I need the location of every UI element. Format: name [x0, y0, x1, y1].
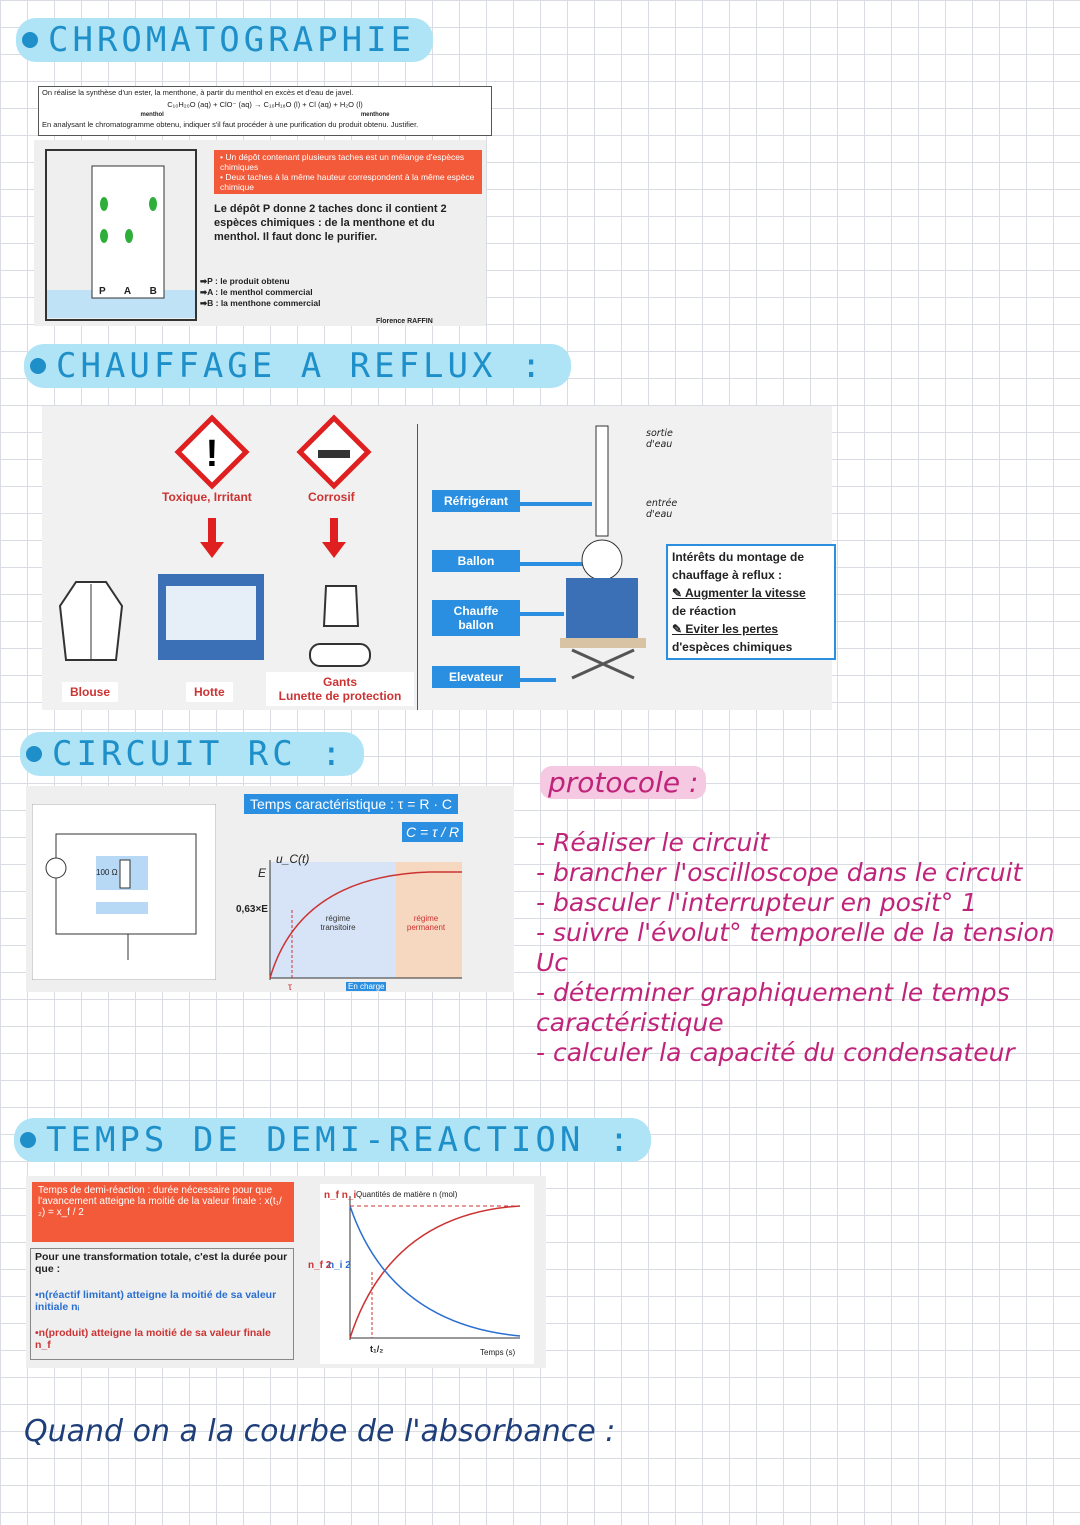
ballon-label: Ballon [432, 550, 520, 572]
refrigerant-label: Réfrigérant [432, 490, 520, 512]
hazard2-label: Corrosif [308, 490, 355, 504]
svg-text:!: ! [205, 433, 219, 475]
sixty-percent-label: 0,63×E [236, 904, 268, 915]
resistor-label: 100 Ω [96, 868, 118, 877]
reflux-apparatus [520, 422, 670, 688]
fume-hood-icon [156, 570, 268, 666]
interets-box: Intérêts du montage de chauffage à reflux : ✎ Augmenter la vitesse de réaction ✎ Eviter les pertes d'espèces chimiques [666, 544, 836, 660]
hazard1-label: Toxique, Irritant [162, 490, 252, 504]
permanent-label: régime permanent [406, 914, 446, 932]
entree-label: entrée d'eau [646, 498, 678, 520]
demi-conditions: Pour une transformation totale, c'est la durée pour que : •n(réactif limitant) atteigne la moitié de sa valeur initiale nᵢ •n(produit) atteigne la moitié de sa valeur finale n_f [30, 1248, 294, 1360]
heading-circuit-rc: CIRCUIT RC : [20, 732, 364, 776]
heading-demi-reaction: TEMPS DE DEMI-REACTION : [14, 1118, 651, 1162]
en-charge-label: En charge [348, 982, 385, 991]
hazard-corrosive-icon [294, 414, 374, 558]
gloves-goggles-icon [306, 576, 376, 672]
credit: Florence RAFFIN [376, 318, 433, 325]
hazard-toxic-icon [172, 414, 252, 558]
reflux-panel [42, 406, 832, 710]
elevateur-label: Elevateur [432, 666, 520, 688]
demi-graph [320, 1184, 534, 1364]
ni2-label: n_i 2 [328, 1260, 351, 1271]
lab-coat-icon [56, 576, 126, 666]
nf-ni-label: n_f n_i [324, 1190, 357, 1201]
protocole-steps: - Réaliser le circuit - brancher l'oscilloscope dans le circuit - basculer l'interrupteur en posit° 1 - suivre l'évolut° temporelle de la tension Uc - déterminer graphiquement le temps caractéristique - calculer la capacité du condensateur [536, 828, 1055, 1067]
heading-chromatographie: CHROMATOGRAPHIE [16, 18, 433, 62]
blouse-label: Blouse [62, 682, 118, 702]
tau-label: τ [288, 982, 292, 993]
chromato-rules-box: • Un dépôt contenant plusieurs taches est un mélange d'espèces chimiques • Deux taches à la même hauteur correspondent à la même espèce chimique [214, 150, 482, 194]
heading-chauffage: CHAUFFAGE A REFLUX : [24, 344, 571, 388]
nf2-label: n_f 2 [308, 1260, 332, 1271]
chromato-legend: ➡P : le produit obtenu ➡A : le menthol commercial ➡B : la menthone commercial [200, 276, 321, 308]
demi-graph-title: Quantités de matière n (mol) [356, 1190, 458, 1199]
chromatography-beaker [34, 140, 214, 326]
e-label: E [258, 866, 267, 880]
rc-formula: C = τ / R [402, 822, 463, 842]
uc-label: u_C(t) [276, 852, 310, 866]
hotte-label: Hotte [186, 682, 233, 702]
demi-panel [26, 1176, 546, 1368]
footer-text: Quand on a la courbe de l'absorbance : [24, 1414, 616, 1449]
demi-xlabel: Temps (s) [480, 1348, 516, 1357]
demi-definition: Temps de demi-réaction : durée nécessaire pour que l'avancement atteigne la moitié de la valeur finale : x(t₁/₂) = x_f / 2 [32, 1182, 294, 1242]
chromatogram-panel [34, 140, 486, 326]
transitoire-label: régime transitoire [320, 914, 356, 932]
thalf-label: t₁/₂ [370, 1344, 384, 1354]
gants-label: Gants Lunette de protection [266, 672, 414, 706]
protocole-title: protocole : [540, 766, 706, 799]
rc-title: Temps caractéristique : τ = R · C [244, 794, 458, 814]
sortie-label: sortie d'eau [646, 428, 673, 450]
rc-panel [26, 786, 514, 992]
plate-labels: P A B [99, 286, 157, 297]
problem-statement: On réalise la synthèse d'un ester, la menthone, à partir du menthol en excès et d'eau de javel. C₁₀H₂₀O (aq) + ClO⁻ (aq) → C₁₀H₁₈O (l) + Cl (aq) + H₂O (l) menthol menthone En analysant le chromatogramme obtenu, indiquer s'il faut procéder à une purification du produit obtenu. Justifier. [38, 86, 492, 136]
chromato-answer: Le dépôt P donne 2 taches donc il contient 2 espèces chimiques : de la menthone et du menthol. Il faut donc le purifier. [214, 203, 447, 243]
chauffe-ballon-label: Chauffe ballon [432, 600, 520, 636]
rc-circuit-diagram [32, 804, 216, 980]
